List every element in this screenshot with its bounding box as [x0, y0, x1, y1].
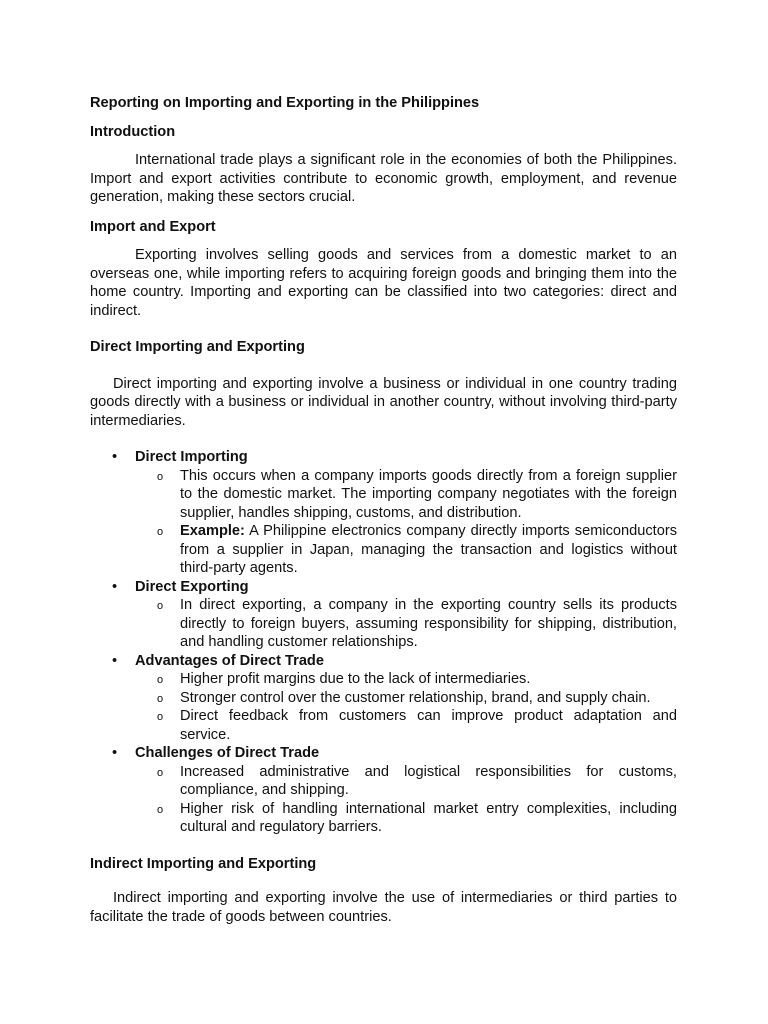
- list-item-title: Advantages of Direct Trade: [135, 652, 324, 669]
- sub-list: [135, 596, 677, 652]
- sub-list-item: [135, 670, 677, 689]
- circle-bullet-icon: o: [157, 692, 164, 705]
- document-title: Reporting on Importing and Exporting in the Philippines: [90, 95, 480, 111]
- sub-list-item-text: Higher risk of handling international market entry complexities, including cultural and regulatory barriers.: [180, 800, 677, 835]
- list-item: [90, 448, 677, 578]
- paragraph-introduction: International trade plays a significant role in the economies of both the Philippines. Import and export activities contribute to economic growth, employment, and revenue generation, making these sectors crucial.: [90, 152, 677, 205]
- sub-list-item: [135, 689, 677, 708]
- bullet-icon: •: [112, 578, 118, 595]
- circle-bullet-icon: o: [157, 803, 164, 816]
- sub-list-item-text: Increased administrative and logistical responsibilities for customs, compliance, and shipping.: [180, 763, 677, 798]
- list-item: [90, 578, 677, 652]
- document-page: [90, 94, 677, 926]
- sub-list-item: [135, 467, 677, 523]
- sub-list-item-text: Stronger control over the customer relationship, brand, and supply chain.: [180, 689, 651, 706]
- sub-list-item-text: A Philippine electronics company directly imports semiconductors from a supplier in Japan, managing the transaction and logistics without third-party agents.: [180, 523, 677, 576]
- heading-import-export: Import and Export: [90, 218, 216, 235]
- direct-trade-list: [90, 448, 677, 837]
- sub-list: [135, 763, 677, 837]
- sub-list-item: [135, 707, 677, 744]
- sub-list-item-text: Higher profit margins due to the lack of intermediaries.: [180, 671, 531, 687]
- circle-bullet-icon: o: [157, 711, 164, 723]
- list-item: [90, 652, 677, 745]
- heading-direct: Direct Importing and Exporting: [90, 339, 305, 355]
- sub-list-item: [135, 596, 677, 652]
- heading-indirect: Indirect Importing and Exporting: [90, 855, 317, 872]
- list-item-title: Direct Importing: [135, 449, 248, 465]
- sub-list-item: [135, 522, 677, 578]
- example-label: Example:: [180, 523, 245, 539]
- sub-list: [135, 467, 677, 578]
- list-item-title: Challenges of Direct Trade: [135, 745, 320, 761]
- bullet-icon: •: [112, 745, 118, 761]
- sub-list-item: [135, 763, 677, 800]
- paragraph-import-export: Exporting involves selling goods and services from a domestic market to an overseas one, while importing refers to acquiring foreign goods and bringing them into the home country. Importing and exporting can be classified into two categories: direct and indirect.: [90, 247, 677, 319]
- circle-bullet-icon: o: [157, 766, 164, 779]
- heading-introduction: Introduction: [90, 123, 176, 140]
- bullet-icon: •: [112, 449, 118, 465]
- bullet-icon: •: [112, 652, 118, 669]
- paragraph-direct: Direct importing and exporting involve a business or individual in one country trading goods directly with a business or individual in another country, without involving third-party intermediaries.: [90, 375, 677, 429]
- circle-bullet-icon: o: [157, 470, 164, 483]
- list-item: [90, 744, 677, 837]
- circle-bullet-icon: o: [157, 526, 164, 538]
- sub-list: [135, 670, 677, 744]
- circle-bullet-icon: o: [157, 600, 164, 612]
- sub-list-item-text: Direct feedback from customers can improve product adaptation and service.: [180, 708, 677, 743]
- list-item-title: Direct Exporting: [135, 578, 249, 595]
- sub-list-item: [135, 800, 677, 837]
- sub-list-item-text: This occurs when a company imports goods directly from a foreign supplier to the domestic market. The importing company negotiates with the foreign supplier, handles shipping, customs, and distribution.: [180, 467, 677, 521]
- sub-list-item-text: In direct exporting, a company in the exporting country sells its products directly to foreign buyers, assuming responsibility for shipping, distribution, and handling customer relationships.: [180, 597, 677, 650]
- paragraph-indirect: Indirect importing and exporting involve the use of intermediaries or third parties to facilitate the trade of goods between countries.: [90, 890, 677, 925]
- circle-bullet-icon: o: [157, 674, 164, 686]
